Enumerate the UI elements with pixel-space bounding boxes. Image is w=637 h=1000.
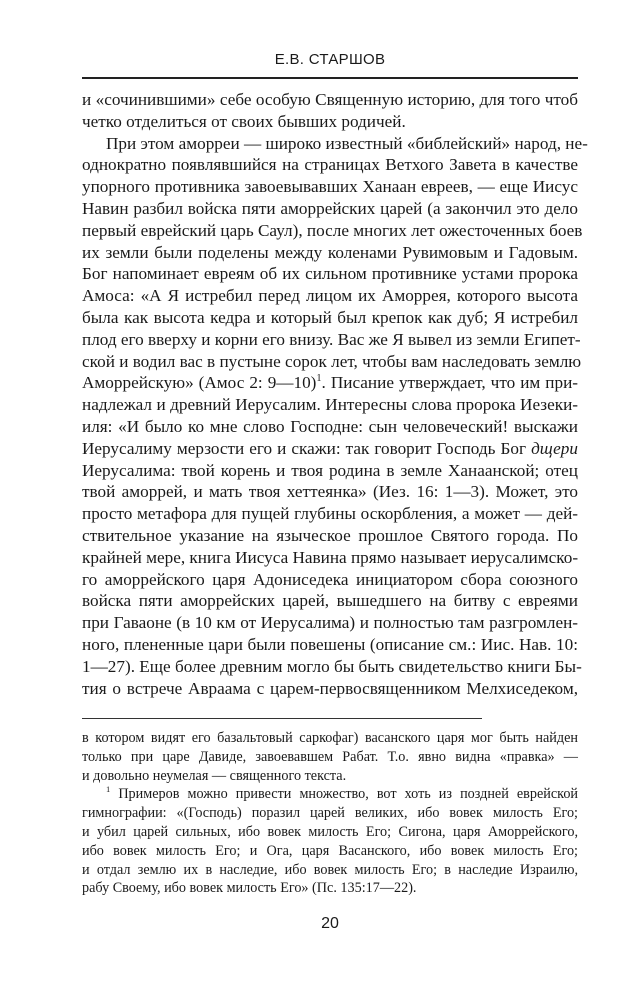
text-line: ного, плененные цари были повешены (описание см.: Иис. Нав. 10: [82, 634, 578, 654]
footnotes [82, 729, 578, 898]
italic-text: дщери [531, 438, 578, 458]
text-segment: . Писание утверждает, что им при- [321, 373, 578, 393]
main-text [82, 89, 588, 699]
text-line: Иерусалима: твой корень и твоя родина в земле Ханаанской; отец [82, 460, 578, 480]
text-line: твой аморрей, и мать твоя хеттеянка» (Иез. 16: 1—3). Может, это [82, 482, 578, 502]
text-line: При этом аморреи — широко известный «библейский» народ, не- [106, 133, 588, 153]
text-line: однократно появлявшийся на страницах Ветхого Завета в качестве [82, 155, 578, 175]
text-segment: Примеров можно привести множество, вот хоть из поздней еврейской [110, 786, 578, 803]
text-line: просто метафора для пущей глубины оскорбления, а может — дей- [82, 504, 578, 524]
text-line: и довольно неумелая — священного текста. [82, 767, 347, 784]
text-line: гимнографии: «(Господь) поразил царей великих, ибо вовек милость Его; [82, 805, 578, 822]
text-line [82, 372, 578, 394]
text-line: их земли были поделены между коленами Рувимовым и Гадовым. [82, 242, 578, 262]
text-line: тия о встрече Авраама с царем-первосвященником Мелхиседеком, [82, 678, 578, 698]
paragraph [82, 133, 588, 700]
text-line: войска пяти аморрейских царей, вышедшего на битву с евреями [82, 591, 578, 611]
text-line: надлежал и древний Иерусалим. Интересны слова пророка Иезеки- [82, 395, 578, 415]
text-line: Амоса: «А Я истребил перед лицом их Аморрея, которого высота [82, 286, 578, 306]
text-line: иля: «И было ко мне слово Господне: сын человеческий! выскажи [82, 416, 578, 436]
text-line: при Гаваоне (в 10 км от Иерусалима) и полностью там разгромлен- [82, 613, 578, 633]
text-line: ствительное указание на языческое прошлое Святого города. По [82, 525, 578, 545]
text-line: крайней мере, книга Иисуса Навина прямо называет иерусалимско- [82, 547, 579, 567]
text-segment: Аморрейскую» (Амос 2: 9—10) [82, 373, 317, 393]
text-line: в котором видят его базальтовый саркофаг) васанского царя мог быть найден [82, 730, 578, 746]
footnote-marker: 1 [316, 373, 322, 385]
text-line: Бог напоминает евреям об их сильном противнике устами пророка [82, 264, 578, 284]
text-line [82, 785, 578, 804]
text-line [82, 438, 578, 460]
text-line: 1—27). Еще более древним могло бы быть свидетельство книги Бы- [82, 656, 582, 676]
text-line: ибо вовек милость Его; и Ога, царя Васанского, ибо вовек милость Его; [82, 842, 578, 859]
text-line: первый еврейский царь Саул), после многих лет ожесточенных боев [82, 220, 583, 240]
text-line: и убил царей сильных, ибо вовек милость Его; Сигона, царя Аморрейского, [82, 823, 578, 840]
text-line: была как высота кедра и который был крепок как дуб; Я истребил [82, 307, 578, 327]
text-line: ской и водил вас в пустыне сорок лет, чтобы вам наследовать землю [82, 351, 582, 371]
text-line: упорного противника завоевывавших Ханаан евреев, — еще Иисус [82, 177, 578, 197]
footnote [82, 729, 578, 785]
text-line: и отдал землю их в наследие, ибо вовек милость Его; в наследие Израилю, [82, 861, 578, 878]
footnote-marker: 1 [106, 784, 111, 795]
paragraph [82, 89, 578, 133]
text-line: рабу Своему, ибо вовек милость Его» (Пс. 135:17—22). [82, 880, 417, 897]
text-line: только при царе Давиде, завоевавшем Рабат. Т.о. явно видна «правка» — [82, 748, 578, 765]
header-rule [82, 77, 578, 79]
footnote-separator [82, 718, 482, 719]
text-line: и «сочинившими» себе особую Священную историю, для того чтоб [82, 90, 578, 109]
page-number: 20 [321, 915, 339, 932]
text-segment: Иерусалиму мерзости его и скажи: так говорит Господь Бог [82, 438, 532, 458]
running-header: Е.В. СТАРШОВ [274, 51, 386, 68]
text-line: го аморрейского царя Адониседека инициатором сбора союзного [82, 569, 578, 589]
footnote [82, 785, 578, 898]
text-line: плод его вверху и корни его внизу. Вас же Я вывел из земли Египет- [82, 329, 581, 349]
text-line: четко отделиться от своих бывших родичей. [82, 111, 406, 131]
text-line: Навин разбил войска пяти аморрейских царей (а закончил это дело [82, 198, 578, 218]
